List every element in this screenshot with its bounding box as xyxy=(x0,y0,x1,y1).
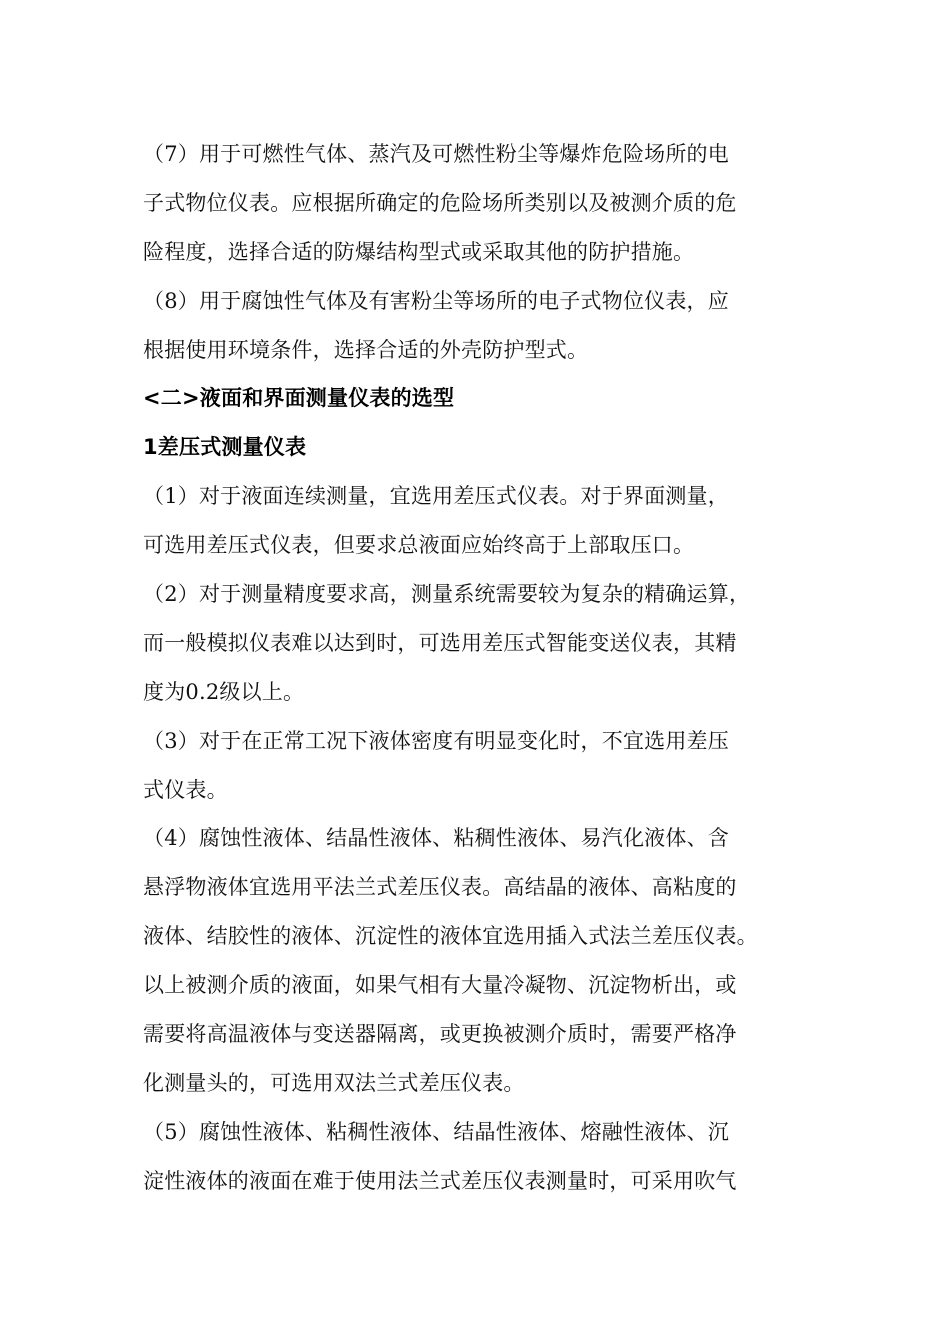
paragraph-line: 子式物位仪表。应根据所确定的危险场所类别以及被测介质的危 xyxy=(143,190,737,215)
paragraph-line: （5）腐蚀性液体、粘稠性液体、结晶性液体、熔融性液体、沉 xyxy=(143,1119,729,1144)
paragraph-line: 可选用差压式仪表，但要求总液面应始终高于上部取压口。 xyxy=(143,533,695,558)
paragraph-line: （4）腐蚀性液体、结晶性液体、粘稠性液体、易汽化液体、含 xyxy=(143,826,729,851)
paragraph-line: 式仪表。 xyxy=(143,777,228,802)
subsection-heading: 1差压式测量仪表 xyxy=(143,435,307,460)
paragraph-line: （2）对于测量精度要求高，测量系统需要较为复杂的精确运算， xyxy=(143,582,751,607)
paragraph-line: 悬浮物液体宜选用平法兰式差压仪表。高结晶的液体、高粘度的 xyxy=(143,875,737,900)
paragraph-line: （7）用于可燃性气体、蒸汽及可燃性粉尘等爆炸危险场所的电 xyxy=(143,142,729,166)
paragraph-line: 而一般模拟仪表难以达到时，可选用差压式智能变送仪表，其精 xyxy=(143,630,737,655)
paragraph-line: 化测量头的，可选用双法兰式差压仪表。 xyxy=(143,1070,525,1095)
paragraph-line: （8）用于腐蚀性气体及有害粉尘等场所的电子式物位仪表，应 xyxy=(143,288,729,313)
document-body xyxy=(143,130,823,1206)
paragraph-line: （1）对于液面连续测量，宜选用差压式仪表。对于界面测量， xyxy=(143,484,729,509)
paragraph-line: 需要将高温液体与变送器隔离，或更换被测介质时，需要严格净 xyxy=(143,1022,737,1047)
paragraph-line: 淀性液体的液面在难于使用法兰式差压仪表测量时，可采用吹气 xyxy=(143,1168,737,1193)
paragraph-line: 液体、结胶性的液体、沉淀性的液体宜选用插入式法兰差压仪表。 xyxy=(143,924,758,949)
paragraph-line: 度为0.2级以上。 xyxy=(143,679,305,704)
paragraph-line: 根据使用环境条件，选择合适的外壳防护型式。 xyxy=(143,337,589,362)
paragraph-line: 以上被测介质的液面，如果气相有大量冷凝物、沉淀物析出，或 xyxy=(143,973,737,998)
section-heading: <二>液面和界面测量仪表的选型 xyxy=(143,386,455,411)
paragraph-line: （3）对于在正常工况下液体密度有明显变化时，不宜选用差压 xyxy=(143,728,729,753)
paragraph-line: 险程度，选择合适的防爆结构型式或采取其他的防护措施。 xyxy=(143,239,695,264)
